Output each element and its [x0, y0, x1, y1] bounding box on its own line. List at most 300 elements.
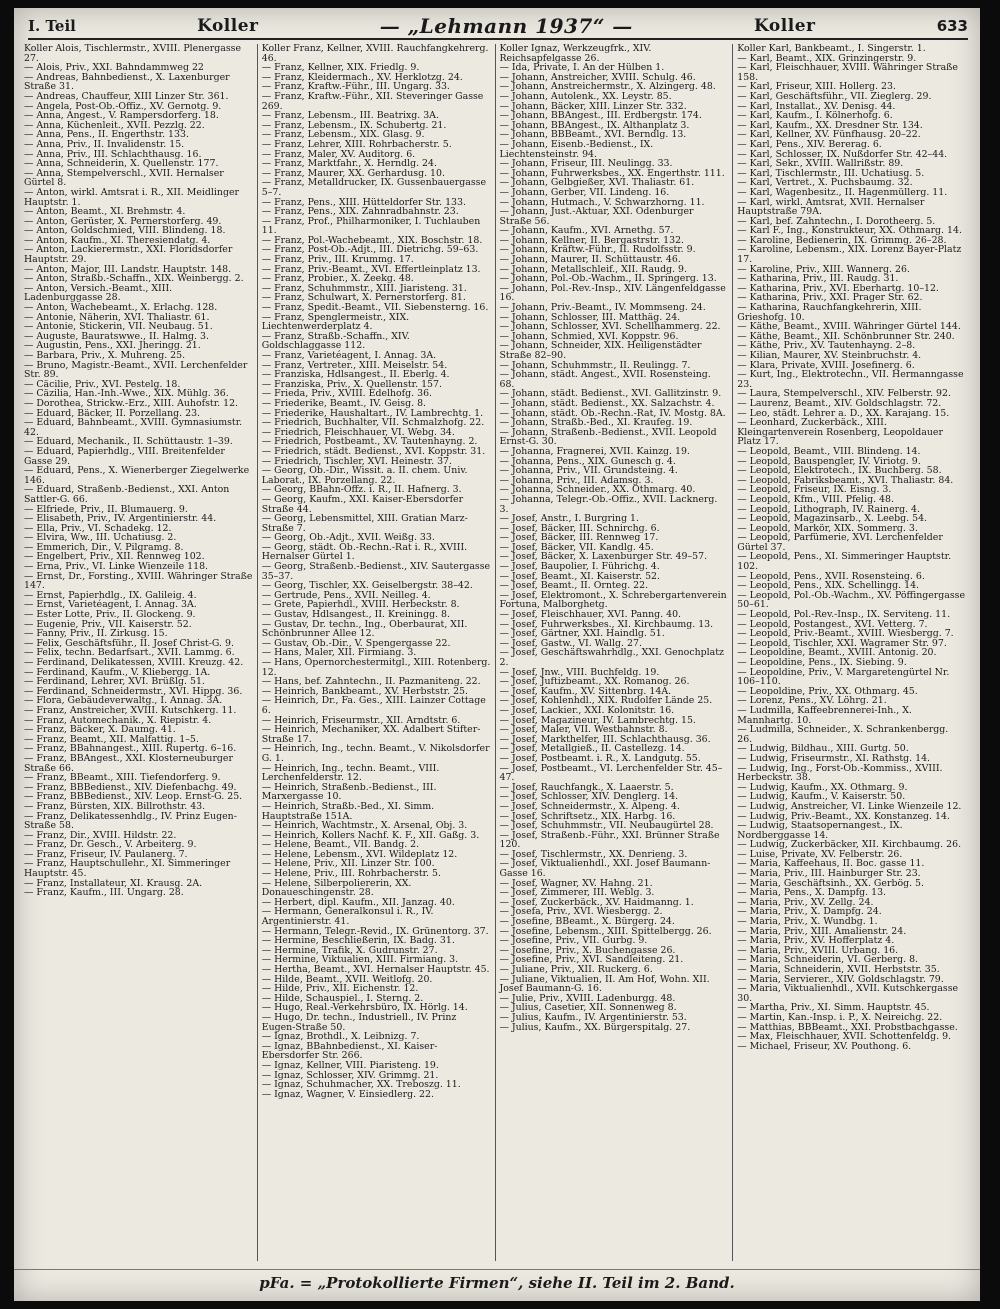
directory-entry: — Hugo, Dr. techn., Industriell., IV. Prinz Eugen-Straße 50. [261, 1011, 457, 1033]
directory-entry: — Friedrich, Tischler, XVI. Heinestr. 37. [261, 455, 452, 467]
directory-entry: — Ignaz, Kellner, VIII. Piaristeng. 19. [261, 1059, 439, 1071]
directory-entry: — Johann, Schmied, XVI. Koppstr. 96. [499, 330, 679, 342]
directory-entry: — Antonie, Näherin, XVI. Thaliastr. 61. [24, 311, 210, 323]
directory-entry: — Josef, Beamt., II. Ornteg. 22. [499, 580, 649, 592]
directory-entry: — Anton, Wachebeamt., X. Erlachg. 128. [24, 302, 218, 314]
directory-entry: — Felix, techn. Bedarfsart., XVII. Lammg. 6. [24, 647, 235, 659]
directory-entry: — Leonhard, Zuckerbäck., XIII. Kleingartenverein Rosenberg, Leopoldauer Platz 17. [737, 417, 943, 448]
directory-entry: — Karoline, Lebensm., XIX. Lorenz Bayer-Platz 17. [737, 244, 962, 266]
directory-entry: — Josef, Gastw., VI. Wallg. 27. [499, 637, 642, 649]
directory-entry: — Elvira, Ww., III. Uchatiusg. 2. [24, 532, 177, 544]
directory-entry: — Franz, Schuhmmstr., XIII. Jiaristeng. 31. [261, 282, 467, 294]
directory-entry: — Ferdinand, Lehrer, XVI. Brüßlg. 51. [24, 676, 205, 688]
directory-entry: — Karl, Kaufm., XX. Dresdner Str. 134. [737, 119, 923, 131]
directory-entry: — Max, Fleischhauer, XVII. Schottenfeldg. 9. [737, 1031, 952, 1043]
directory-entry: — Johann, Autolenk., XX. Leystr. 85. [499, 90, 672, 102]
directory-entry: — Josef, Postbeamt., VI. Lerchenfelder Str. 45–47. [499, 762, 723, 784]
directory-entry: — Anna, Pens., II. Engerthstr. 133. [24, 129, 189, 141]
directory-entry: — Franz, Lebensm., IX. Schubertg. 21. [261, 119, 447, 131]
directory-entry: — Ludwig, Ing., Forst-Ob.-Kommiss., XVIII. Herbeckstr. 38. [737, 762, 943, 784]
page-header [28, 14, 968, 40]
directory-entry: — Johann, Anstreicher, XVIII. Schulg. 46. [499, 71, 696, 83]
directory-entry: — Engelbert, Priv., XII. Rennweg 102. [24, 551, 205, 563]
directory-entry: — Johann, Schneider, XIX. Heiligenstädter Straße 82–90. [499, 340, 702, 361]
directory-entry: — Johann, städt. Ob.-Rechn.-Rat, IV. Mostg. 8A. [499, 407, 726, 419]
directory-entry: — Anton, wirkl. Amtsrat i. R., XII. Meidlinger Hauptstr. 1. [24, 186, 239, 208]
directory-entry: — Johann, Schlosser, III. Matthäg. 24. [499, 311, 681, 323]
part-label: I. Teil [28, 17, 76, 35]
directory-entry: — Helene, Silberpoliererin, XX. Donaueschingenstr. 28. [261, 877, 412, 899]
directory-entry: — Maria, Priv., XV. Zellg. 24. [737, 896, 874, 908]
directory-entry: — Fanny, Priv., II. Zirkusg. 15. [24, 628, 168, 640]
directory-entry: — Gertrude, Pens., XVII. Neilleg. 4. [261, 589, 431, 601]
directory-entry: — Eduard, Straßenb.-Bedienst., XXI. Anton Sattler-G. 66. [24, 484, 230, 505]
directory-entry: — Franz, Kaufm., III. Ungarg. 28. [24, 887, 184, 899]
directory-entry: — Johann, Anstreichermstr., X. Alzingerg. 48. [499, 81, 716, 93]
directory-entry: — Leopold, Tischler, XXI. Wagramer Str. 97. [737, 637, 947, 649]
directory-entry: — Josef, Schneidermstr., X. Alpeng. 4. [499, 800, 680, 812]
directory-entry: — Josef, Markthelfer, III. Schlachthausg. 36. [499, 733, 711, 745]
directory-entry: — Ella, Priv., VI. Schadekg. 12. [24, 522, 172, 534]
directory-entry: — Heinrich, Ing., techn. Beamt., V. Nikolsdorfer G. 1. [261, 743, 490, 764]
directory-entry: — Katharina, Priv., XXI. Prager Str. 62. [737, 292, 923, 304]
directory-entry: — Georg, Kaufm., XXI. Kaiser-Ebersdorfer Straße 44. [261, 493, 464, 515]
directory-entry: — Ignaz, BBahnbedienst., XI. Kaiser-Ebersdorfer Str. 266. [261, 1040, 438, 1062]
directory-entry: — Franz, Straßb.-Schaffn., XIV. Goldschlaggasse 112. [261, 330, 410, 352]
directory-entry: — Johann, BBAngest., IX. Althanplatz 3. [499, 119, 690, 131]
directory-entry: — Johann, Straßenb.-Bedienst., XVII. Leopold Ernst-G. 30. [499, 426, 717, 448]
directory-entry: — Antonie, Stickerin, VII. Neubaug. 51. [24, 321, 213, 333]
column-2 [258, 44, 496, 1261]
directory-entry: — Barbara, Priv., X. Muhreng. 25. [24, 350, 186, 361]
directory-entry: — Johann, Fuhrwerksbes., XX. Engerthstr. 111. [499, 167, 725, 179]
directory-entry: — Josef, Geschäftswahrhdlg., XXI. Genochplatz 2. [499, 647, 724, 668]
directory-entry: — Leopold, Pol.-Ob.-Wachm., XV. Pöffingergasse 50–61. [737, 589, 966, 611]
directory-entry: — Johann, Schlosser, XVI. Schellhammerg. 22. [499, 321, 721, 333]
directory-entry: — Karoline, Priv., XIII. Wannerg. 26. [737, 263, 910, 275]
directory-entry: — Eduard, Bäcker, II. Porzellang. 23. [24, 407, 201, 419]
directory-entry: — Eduard, Papierhdlg., VIII. Breitenfelder Gasse 29. [24, 445, 225, 467]
directory-entry: — Hilde, Schauspiel., I. Sterng. 2. [261, 992, 424, 1004]
directory-entry: — Leo, städt. Lehrer a. D., XX. Karajang. 15. [737, 407, 950, 419]
directory-entry: — Hugo, Real.-Verkehrsbüro, IX. Hörlg. 14. [261, 1002, 468, 1014]
directory-entry: — Ferdinand, Schneidermstr., XVI. Hippg. 36. [24, 685, 243, 697]
directory-entry: — Elisabeth, Priv., IV. Argentinierstr. 44. [24, 513, 217, 525]
directory-entry: — Josef, Bäcker, VII. Kandlg. 45. [499, 541, 654, 553]
directory-entry: — Auguste, Bauratswwe., II. Halmg. 3. [24, 330, 209, 342]
directory-entry: — Leopold, Fabriksbeamt., XVI. Thaliastr. 84. [737, 474, 954, 486]
directory-entry: — Franz, Bürsten, XIX. Billrothstr. 43. [24, 800, 206, 812]
directory-entry: — Angela, Post-Ob.-Offiz., XV. Gernotg. 9. [24, 100, 222, 112]
directory-entry: — Franz, Lebensm., III. Beatrixg. 3A. [261, 110, 439, 122]
directory-entry: — Helene, Priv., III. Rohrbacherstr. 5. [261, 868, 441, 880]
directory-entry: — Josef, Metallgieß., II. Castellezg. 14. [499, 743, 685, 755]
directory-entry: — Johann, Kaufm., XVI. Arnethg. 57. [499, 225, 674, 237]
directory-entry: — Johanna, Priv., VII. Grundsteing. 4. [499, 465, 678, 477]
directory-entry: — Johann, Straßb.-Bed., XI. Kraufeg. 19. [499, 417, 693, 429]
directory-entry: — Laura, Stempelverschl., XIV. Felberstr. 92. [737, 388, 951, 400]
directory-entry: — Käthe, Beamt., XII. Schönbrunner Str. 240. [737, 330, 955, 342]
directory-entry: — Franz, Pens., XIII. Hütteldorfer Str. 133. [261, 196, 466, 208]
directory-entry: — Martin, Kan.-Insp. i. P., X. Neireichg. 22. [737, 1011, 943, 1023]
directory-entry: — Ernst, Papierhdlg., IX. Galileig. 4. [24, 589, 197, 601]
directory-entry: — Franz, Beamt., XII. Malfattig. 1–5. [24, 733, 199, 745]
directory-entry: — Franz, Delikatessenhdlg., IV. Prinz Eugen-Straße 58. [24, 810, 237, 832]
directory-entry: — Johann, städt. Angest., XVII. Rosensteing. 68. [499, 369, 711, 390]
directory-entry: — Johanna, Schneider., XX. Othmarg. 40. [499, 484, 696, 496]
directory-entry: — Georg, Lebensmittel, XIII. Gratian Marz-Straße 7. [261, 513, 468, 534]
directory-entry: — Eduard, Mechanik., II. Schüttaustr. 1–39. [24, 436, 233, 448]
directory-entry: — Leopold, Magazinsarb., X. Leebg. 54. [737, 513, 928, 525]
directory-entry: — Josefine, Lebensm., XIII. Spittelbergg. 26. [499, 925, 712, 937]
directory-entry: — Ludwig, Friseurmstr., XI. Rathstg. 14. [737, 752, 931, 764]
directory-entry: — Ludmilla, Kaffeebrennerei-Inh., X. Mannhartg. 10. [737, 704, 912, 726]
directory-entry: — Josef, Schriftsetz., XIX. Harbg. 16. [499, 810, 676, 822]
directory-entry: — Leopold, Kfm., VIII. Pfelig. 48. [737, 493, 894, 505]
directory-entry: — Julius, Kaufm., XX. Bürgerspitalg. 27. [499, 1021, 691, 1033]
directory-entry: — Leopoldine, Pens., IX. Siebing. 9. [737, 657, 907, 668]
directory-entry: — Anna, Schneiderin, X. Quellenstr. 177. [24, 158, 219, 170]
directory-entry: — Julie, Priv., XVIII. Ladenburgg. 48. [499, 992, 676, 1004]
directory-entry: — Ester Lotte, Priv., II. Glockeng. 9. [24, 609, 196, 621]
directory-entry: — Gustav, Dr. techn., Ing., Oberbaurat, XII. Schönbrunner Allee 12. [261, 618, 468, 640]
directory-entry: — Leopold, Pol.-Rev.-Insp., IX. Serviteng. 11. [737, 609, 951, 621]
directory-entry: — Anton, Major, III. Landstr. Hauptstr. 148. [24, 263, 232, 275]
column-1 [20, 44, 258, 1261]
directory-entry: — Franz, Spedit.-Beamt., VII. Siebensterng. 16. [261, 302, 489, 314]
directory-entry: — Josef, Anstr., I. Burgring 1. [499, 513, 640, 525]
directory-entry: — Leopold, Parfümerie, XVI. Lerchenfelder Gürtel 37. [737, 532, 943, 553]
directory-entry: — Franz, Pens., XIX. Zahnradbahnstr. 23. [261, 206, 459, 218]
directory-entry: — Karl, bef. Zahntechn., I. Dorotheerg. 5. [737, 215, 936, 227]
directory-entry: — Kurt, Ing., Elektrotechn., VII. Hermanngasse 23. [737, 369, 964, 390]
directory-entry: — Georg, Ob.-Adjt., XVII. Weißg. 33. [261, 532, 435, 544]
directory-entry: — Anna, Priv., III. Schlachthausg. 16. [24, 148, 202, 160]
directory-entry: — Josef, Juftizbeamt., XX. Romanog. 26. [499, 676, 690, 688]
entry-columns [20, 44, 970, 1261]
directory-entry: — Hilde, Beamt., XVII. Weitlofg. 20. [261, 973, 433, 985]
directory-entry: — Ferdinand, Kaufm., V. Kliebergg. 1A. [24, 666, 211, 678]
directory-entry: — Maria, Priv., XIII. Amalienstr. 24. [737, 925, 907, 937]
directory-entry: — Josef, Postbeamt. i. R., X. Landgutg. 55. [499, 752, 701, 764]
directory-entry: — Johann, Metallschleif., XII. Raudg. 9. [499, 263, 687, 275]
directory-entry: — Josefine, Priv., XVI. Sandleiteng. 21. [499, 954, 684, 966]
directory-entry: — Katharina, Priv., III. Raudg. 31. [737, 273, 899, 285]
directory-entry: — Johann, Just.-Aktuar, XXI. Odenburger Straße 56. [499, 206, 694, 227]
directory-entry: — Ludwig, Kaufm., V. Kaiserstr. 50. [737, 791, 906, 803]
directory-entry: — Franz, Schulwart, X. Pernerstorferg. 81. [261, 292, 466, 304]
directory-entry: — Franz, Kraftw.-Führ., XII. Steveringer Gasse 269. [261, 90, 484, 112]
directory-entry: — Franz, Pol.-Wachebeamt., XIX. Boschstr. 18. [261, 234, 483, 246]
directory-entry: — Georg, BBahn-Offz. i. R., II. Hafnerg. 3. [261, 484, 462, 496]
directory-entry: — Franz, Maurer, XX. Gerhardusg. 10. [261, 167, 445, 179]
directory-entry: — Eduard, Pens., X. Wienerberger Ziegelwerke 146. [24, 465, 250, 486]
directory-entry: — Josef, Straßenb.-Führ., XXI. Brünner Straße 120. [499, 829, 720, 851]
directory-entry: — Georg, Ob.-Dir., Wissit. a. II. chem. Univ. Laborat., IX. Porzellang. 22. [261, 465, 468, 486]
directory-entry: — Franz, Dr. Gesch., V. Arbeiterg. 9. [24, 839, 197, 851]
directory-entry: — Franz, Priv.-Beamt., XVI. Effertleinplatz 13. [261, 263, 481, 275]
directory-entry: — Hans, bef. Zahntechn., II. Pazmaniteng. 22. [261, 676, 481, 688]
directory-entry: — Hermine, Viktualien, XIII. Firmiang. 3. [261, 954, 459, 966]
directory-entry: — Franz, Friseur, IV. Paulanerg. 7. [24, 848, 188, 860]
directory-entry: — Karl, Schlosser, IX. Nußdorfer Str. 42–44. [737, 148, 948, 160]
directory-entry: — Friederike, Beamt., IV. Geisg. 8. [261, 397, 427, 409]
directory-entry: — Josef, Fuhrwerksbes., XI. Kirchbaumg. 13. [499, 618, 714, 630]
directory-entry: — Karl, Installat., XV. Denisg. 44. [737, 100, 896, 112]
directory-entry: — Franz, BBBedienst., XIV. Diefenbachg. 49. [24, 781, 237, 793]
directory-entry: — Ida, Private, I. An der Hülben 1. [499, 62, 665, 74]
directory-entry: — Alois, Priv., XXI. Bahndammweg 22 [24, 62, 204, 74]
directory-entry: — Franz, Kraftw.-Führ., III. Ungarg. 33. [261, 81, 450, 93]
directory-entry: — Ludwig, Kaufm., XX. Othmarg. 9. [737, 781, 908, 793]
directory-entry: — Franz, Automechanik., X. Riepistr. 4. [24, 714, 212, 726]
directory-entry: — Johanna, Telegr.-Ob.-Offiz., XVII. Lacknerg. 3. [499, 493, 718, 515]
directory-entry: — Franz, Anstreicher, XVIII. Kutschkerg. 11. [24, 704, 237, 716]
directory-entry: — Heinrich, Kollers Nachf. K. F., XII. Gaßg. 3. [261, 829, 480, 841]
directory-entry: Koller Ignaz, Werkzeugfrk., XIV. Reichsapfelgasse 26. [499, 44, 652, 64]
directory-entry: — Cäcilie, Priv., XVI. Pestelg. 18. [24, 378, 181, 390]
directory-entry: — Johann, städt. Bedienst., XX. Salzachstr. 4. [499, 397, 715, 409]
directory-entry: Koller Karl, Bankbeamt., I. Singerstr. 1. [737, 44, 926, 54]
book-title: — „Lehmann 1937“ — [379, 14, 633, 38]
directory-entry: — Maria, Priv., XVIII. Urbang. 16. [737, 944, 899, 956]
directory-entry: — Johann, Friseur, III. Neulingg. 33. [499, 158, 673, 170]
footer-note: pFa. = „Protokollierte Firmen“, siehe II. Teil im 2. Band. [14, 1269, 980, 1291]
directory-entry: — Hertha, Beamt., XVI. Hernalser Hauptstr. 45. [261, 964, 490, 975]
directory-entry: — Josef, Magazineur, IV. Lambrechtg. 15. [499, 714, 696, 726]
directory-entry: — Katharina, Priv., XVI. Eberhartg. 10–12. [737, 282, 939, 294]
directory-entry: — Johann, Gerber, VII. Lindeng. 16. [499, 186, 670, 198]
directory-entry: — Maria, Geschäftsinh., XX. Gerbög. 5. [737, 877, 924, 889]
directory-entry: — Anton, Beamt., XI. Brehmstr. 4. [24, 206, 186, 218]
directory-entry: — Josef, Bäcker, III. Schnirchg. 6. [499, 522, 660, 534]
directory-entry: — Josefine, Priv., X. Buchengasse 26. [499, 944, 676, 956]
directory-entry: — Michael, Friseur, XV. Pouthong. 6. [737, 1040, 912, 1052]
directory-entry: — Karl F., Ing., Konstrukteur, XX. Othmarg. 14. [737, 225, 962, 237]
directory-entry: — Käthe, Priv., XV. Tautenhayng. 2–8. [737, 340, 916, 352]
directory-entry: — Friederike, Haushaltart., IV. Lambrechtg. 1. [261, 407, 484, 419]
directory-entry: — Maria, Viktualienhdl., XVII. Kutschkergasse 30. [737, 983, 959, 1004]
directory-entry: — Karl, Wagenbesitz., II. Hagenmüllerg. 11. [737, 186, 948, 198]
directory-entry: — Maria, Priv., X. Dampfg. 24. [737, 906, 882, 918]
directory-entry: — Johann, Pol.-Ob.-Wachm., II. Springerg. 13. [499, 273, 717, 285]
directory-entry: — Johanna, Fragnerei, XVII. Kainzg. 19. [499, 445, 690, 457]
directory-entry: — Johann, Hutmach., V. Schwarzhorng. 11. [499, 196, 705, 208]
directory-entry: — Julius, Kaufm., IV. Argentinierstr. 53. [499, 1011, 687, 1023]
directory-entry: — Anna, Angest., V. Rampersdorferg. 18. [24, 110, 219, 122]
directory-entry: — Ignaz, Schlosser, XIV. Grimmg. 21. [261, 1069, 439, 1081]
directory-entry: — Franz, Varietéagent, I. Annag. 3A. [261, 350, 437, 361]
directory-entry: — Maria, Pens., X. Dampfg. 13. [737, 887, 887, 899]
directory-entry: — Ludwig, Bildhau., XIII. Gurtg. 50. [737, 743, 909, 755]
directory-entry: — Ignaz, Wagner, V. Einsiedlerg. 22. [261, 1088, 434, 1100]
column-4 [733, 44, 970, 1261]
directory-entry: — Josef, Kohlenhdl., XIX. Rudolfer Lände 25. [499, 695, 713, 707]
directory-entry: — Leopold, Postangest., XVI. Vetterg. 7. [737, 618, 928, 630]
directory-entry: — Franz, Vertreter., XIII. Meiselstr. 54. [261, 359, 448, 371]
directory-entry: — Ludwig, Staatsopernangest., IX. Nordberggasse 14. [737, 820, 903, 841]
directory-entry: — Johann, Eisenb.-Bedienst., IX. Liechtensteinstr. 94. [499, 138, 654, 160]
directory-entry: — Karl, Geschäftsführ., VII. Zieglerg. 29. [737, 90, 932, 102]
directory-entry: — Franz, Spenglermeistr., XIX. Liechtenwerderplatz 4. [261, 311, 410, 333]
directory-entry: — Franz, Lebensm., XIX. Glasg. 9. [261, 129, 425, 141]
directory-entry: — Johanna, Pens., XIX. Gunesch g. 4. [499, 455, 676, 467]
directory-entry: — Franz, Dir., XVIII. Hildstr. 22. [24, 829, 177, 841]
directory-entry: — Herbert, dipl. Kaufm., XII. Janzag. 40. [261, 896, 455, 908]
directory-entry: — Hermine, Trafik, X. Gudrunstr. 27. [261, 944, 438, 956]
directory-entry: — Franz, BBAngest., XXI. Klosterneuburger Straße 66. [24, 752, 233, 774]
directory-entry: — Leopold, Friseur, IX. Eisng. 3. [737, 484, 892, 496]
directory-entry: — Josef, Schuhmmstr., VII. Neubaugürtel 28. [499, 820, 714, 832]
directory-entry: — Franz, Metalldrucker, IX. Gussenbauergasse 5–7. [261, 177, 487, 198]
directory-entry: — Frieda, Priv., XVIII. Edelhofg. 36. [261, 388, 433, 400]
directory-entry: — Erna, Priv., VI. Linke Wienzeile 118. [24, 561, 209, 573]
directory-entry: — Johann, Maurer, II. Schüttaustr. 46. [499, 254, 681, 266]
directory-entry: — Matthias, BBBeamt., XXI. Probstbachgasse. [737, 1021, 958, 1033]
directory-entry: — Helene, Priv., XII. Linzer Str. 100. [261, 858, 435, 870]
directory-entry: — Laurenz, Beamt., XIV. Goldschlagstr. 72. [737, 397, 942, 409]
directory-entry: — Josef, Elektromont., X. Schrebergartenverein Fortuna, Malborghetg. [499, 589, 727, 611]
directory-entry: — Georg, Tischler, XX. Geiselbergstr. 38–42. [261, 580, 473, 592]
directory-entry: — Hermann, Telegr.-Revid., IX. Grünentorg. 37. [261, 925, 489, 937]
directory-entry: — Leopold, Pens., XVII. Rosensteing. 6. [737, 570, 925, 582]
directory-entry: — Johann, Pol.-Rev.-Insp., XIV. Längenfeldgasse 16. [499, 282, 726, 304]
directory-entry: — Ignaz, Brothdl., X. Leibnizg. 7. [261, 1031, 420, 1043]
directory-entry: — Josef, Schlosser, XIV. Denglerg. 14. [499, 791, 679, 803]
directory-entry: — Leopold, Bauspengler, IV. Viriotg. 9. [737, 455, 921, 467]
directory-entry: — Josef, Jnw., VIII. Buchfeldg. 19. [499, 666, 660, 678]
directory-entry: — Johann, Kellner, II. Bergastrstr. 132. [499, 234, 685, 246]
directory-entry: — Augustin, Pens., XXI. Jheringg. 21. [24, 340, 201, 352]
directory-entry: — Josef, Lackier., XXI. Kolonitstr. 16. [499, 704, 675, 716]
directory-entry: — Franz, Installateur, XI. Krausg. 2A. [24, 877, 203, 889]
directory-entry: — Karl, Pens., XIV. Bererag. 6. [737, 138, 882, 150]
directory-entry: — Josefa, Priv., XVI. Wiesbergg. 2. [499, 906, 663, 918]
directory-entry: — Karl, Fleischhauer, XVIII. Währinger Straße 158. [737, 62, 958, 83]
directory-entry: — Ernst, Varietéagent, I. Annag. 3A. [24, 599, 197, 611]
directory-entry: — Johann, städt. Bedienst., XVI. Gallitzinstr. 9. [499, 388, 722, 400]
directory-entry: — Franz, BBBedienst., XIV. Leop. Ernst-G. 25. [24, 791, 243, 803]
directory-entry: — Anton, Straßb.-Schaffn., XIX. Weinbergg. 2. [24, 273, 244, 285]
directory-entry: — Cäzilia, Han.-Inh.-Wwe., XIX. Mühlg. 36. [24, 388, 229, 400]
directory-entry: — Friedrich, städt. Bedienst., XVI. Koppstr. 31. [261, 445, 486, 457]
directory-entry: — Karoline, Bedienerin, IX. Grimmg. 26–28. [737, 234, 947, 246]
directory-entry: — Friedrich, Fleischhauer, VI. Webg. 34. [261, 426, 455, 438]
directory-entry: — Franz, Marktfahr., X. Herndlg. 24. [261, 158, 437, 170]
directory-entry: — Heinrich, Dr., Fa. Ges., XIII. Lainzer Cottage 6. [261, 695, 486, 716]
directory-entry: — Maria, Priv., XV. Hofferplatz 4. [737, 935, 895, 947]
directory-entry: — Heinrich, Friseurmstr., XII. Arndtstr. 6. [261, 714, 461, 726]
directory-entry: — Maria, Priv., X. Wundbg. 1. [737, 916, 878, 928]
directory-entry: — Karl, Kellner, XV. Fünfhausg. 20–22. [737, 129, 921, 141]
directory-entry: — Anna, Stempelverschl., XVII. Hernalser Gürtel 8. [24, 167, 224, 189]
directory-entry: — Käthe, Beamt., XVIII. Währinger Gürtel 144. [737, 321, 961, 333]
directory-entry: — Franz, Lehrer, XIII. Rohrbacherstr. 5. [261, 138, 452, 150]
directory-entry: — Anna, Priv., II. Invalidenstr. 15. [24, 138, 185, 150]
directory-entry: — Maria, Servierer., XIV. Goldschlagstr. 79. [737, 973, 944, 985]
directory-entry: — Ludwig, Priv.-Beamt., XX. Konstanzeg. 14. [737, 810, 950, 822]
directory-entry: — Anton, Kaufm., XI. Theresiendatg. 4. [24, 234, 211, 246]
column-3 [496, 44, 734, 1261]
directory-entry: — Katharina, Rauchfangkehrerin, XIII. Grieshofg. 10. [737, 302, 922, 323]
directory-entry: — Franz, BBahnangest., XIII. Rupertg. 6–16. [24, 743, 237, 755]
directory-entry: — Josef, Zimmerer, III. Weblg. 3. [499, 887, 655, 899]
directory-entry: — Leopold, Pens., XIX. Schellingg. 14. [737, 580, 920, 592]
directory-entry: — Josef, Zuckerbäck., XV. Haidmanng. 1. [499, 896, 694, 908]
directory-entry: — Heinrich, Wachtmstr., X. Arsenal, Obj. 3. [261, 820, 468, 832]
directory-entry: — Bruno, Magistr.-Beamt., XVII. Lerchenfelder Str. 89. [24, 359, 248, 381]
directory-entry: — Josef, Beamt., XI. Kaiserstr. 52. [499, 570, 661, 582]
directory-entry: — Johann, Schuhmmstr., II. Reulingg. 7. [499, 359, 691, 371]
directory-entry: — Ludmilla, Schneider., X. Schrankenbergg. 26. [737, 724, 949, 745]
directory-entry: — Josef, Wagner, XV. Hahng. 21. [499, 877, 653, 889]
directory-entry: — Juliane, Priv., XII. Ruckerg. 6. [499, 964, 653, 975]
directory-entry: — Johanna, Priv., III. Adamsg. 3. [499, 474, 654, 486]
directory-entry: — Eugenie, Priv., VII. Kaiserstr. 52. [24, 618, 192, 630]
directory-entry: — Lorenz, Pens., XV. Löhrg. 21. [737, 695, 887, 707]
directory-entry: — Juliane, Viktualien, II. Am Hof, Wohn. XII. Josef Baumann-G. 16. [499, 973, 710, 995]
directory-entry: — Karl, Friseur, XIII. Hollerg. 23. [737, 81, 896, 93]
page-number: 633 [936, 17, 968, 35]
directory-entry: — Heinrich, Bankbeamt., XV. Herbststr. 25. [261, 685, 468, 697]
directory-entry: — Grete, Papierhdl., XVIII. Herbeckstr. 8. [261, 599, 460, 611]
directory-entry: — Josef, Maler, VII. Westbahnstr. 8. [499, 724, 668, 736]
directory-entry: — Johann, Gelbgießer, XVI. Thaliastr. 61. [499, 177, 695, 189]
keyword-right: Koller [754, 16, 816, 36]
directory-entry: — Franziska, Hdlsangest., II. Eberlg. 4. [261, 369, 450, 381]
directory-entry: — Dorothea, Strickw.-Erz., XIII. Auhofstr. 12. [24, 397, 239, 409]
directory-entry: — Maria, Priv., III. Hainburger Str. 23. [737, 868, 921, 880]
directory-entry: — Heinrich, Straßb.-Bed., XI. Simm. Hauptstraße 151A. [261, 800, 435, 822]
directory-entry: — Josefine, Priv., VII. Gurbg. 9. [499, 935, 648, 947]
directory-entry: — Franz, Prof., Philharmoniker, I. Tuchlauben 11. [261, 215, 481, 237]
directory-entry: — Karl, Tischlermstr., III. Uchatiusg. 5. [737, 167, 925, 179]
directory-entry: — Klara, Private, XVIII. Josefinerg. 6. [737, 359, 915, 371]
directory-entry: — Karl, wirkl. Amtsrat, XVII. Hernalser Hauptstraße 79A. [737, 196, 925, 218]
directory-entry: — Heinrich, Straßenb.-Bedienst., III. Marxergasse 10. [261, 781, 437, 803]
directory-entry: — Ferdinand, Delikatessen, XVIII. Kreuzg. 42. [24, 657, 244, 668]
directory-entry: — Franz, BBeamt., XIII. Tiefendorferg. 9. [24, 772, 221, 784]
directory-entry: — Emmerich, Dir., V. Pilgramg. 8. [24, 541, 184, 553]
directory-entry: — Friedrich, Buchhalter, VII. Schmalzhofg. 22. [261, 417, 485, 429]
directory-entry: — Franziska, Priv., X. Quellenstr. 157. [261, 378, 442, 390]
directory-entry: — Luise, Private, XV. Felberstr. 26. [737, 848, 903, 860]
directory-entry: — Franz, Bäcker, X. Daumg. 41. [24, 724, 176, 736]
directory-entry: — Josef, Kaufm., XV. Sittenbrg. 14A. [499, 685, 672, 697]
directory-entry: — Franz, Post-Ob.-Adjt., III. Dietrichg. 59–63. [261, 244, 479, 256]
directory-entry: — Leopold, Priv.-Beamt., XVIII. Wiesbergg. 7. [737, 628, 954, 640]
directory-entry: — Elfriede, Priv., II. Blumauerg. 9. [24, 503, 188, 515]
directory-entry: — Hilde, Priv., XII. Eichenstr. 12. [261, 983, 419, 995]
directory-entry: — Karl, Sekr., XVIII. Wallrißstr. 89. [737, 158, 904, 170]
directory-entry: — Georg, Straßenb.-Bedienst., XIV. Sautergasse 35–37. [261, 561, 491, 582]
directory-entry: — Josef, Bäcker, X. Laxenburger Str. 49–57. [499, 551, 708, 563]
directory-entry: — Martha, Priv., XI. Simm. Hauptstr. 45. [737, 1002, 930, 1014]
directory-entry: — Leopoldine, Beamt., XVIII. Antonig. 20. [737, 647, 937, 659]
directory-entry: — Hermine, Beschließerin, IX. Badg. 31. [261, 935, 455, 947]
directory-entry: — Karl, Kaufm., I. Kölnerhofg. 6. [737, 110, 893, 122]
directory-entry: — Leopold, Markör, XIX. Sommerg. 3. [737, 522, 918, 534]
directory-entry: — Josef, Bäcker, III. Rennweg 17. [499, 532, 659, 544]
directory-entry: — Anna, Küchenleit., XVII. Pezzlg. 22. [24, 119, 205, 131]
directory-entry: — Hans, Opernorchestermitgl., XIII. Rotenberg. 12. [261, 657, 491, 678]
directory-entry: — Hans, Maler, XII. Firmiang. 3. [261, 647, 417, 659]
directory-entry: — Kilian, Maurer, XV. Steinbruchstr. 4. [737, 350, 922, 361]
directory-entry: — Josef, Baupolier, I. Führichg. 4. [499, 561, 660, 573]
directory-entry: — Georg, städt. Ob.-Rechn.-Rat i. R., XVIII. Hernalser Gürtel 1. [261, 541, 468, 563]
directory-entry: — Karl, Beamt., XIX. Grinzingerstr. 9. [737, 52, 917, 64]
directory-entry: Koller Alois, Tischlermstr., XVIII. Plenergasse 27. [24, 44, 242, 64]
